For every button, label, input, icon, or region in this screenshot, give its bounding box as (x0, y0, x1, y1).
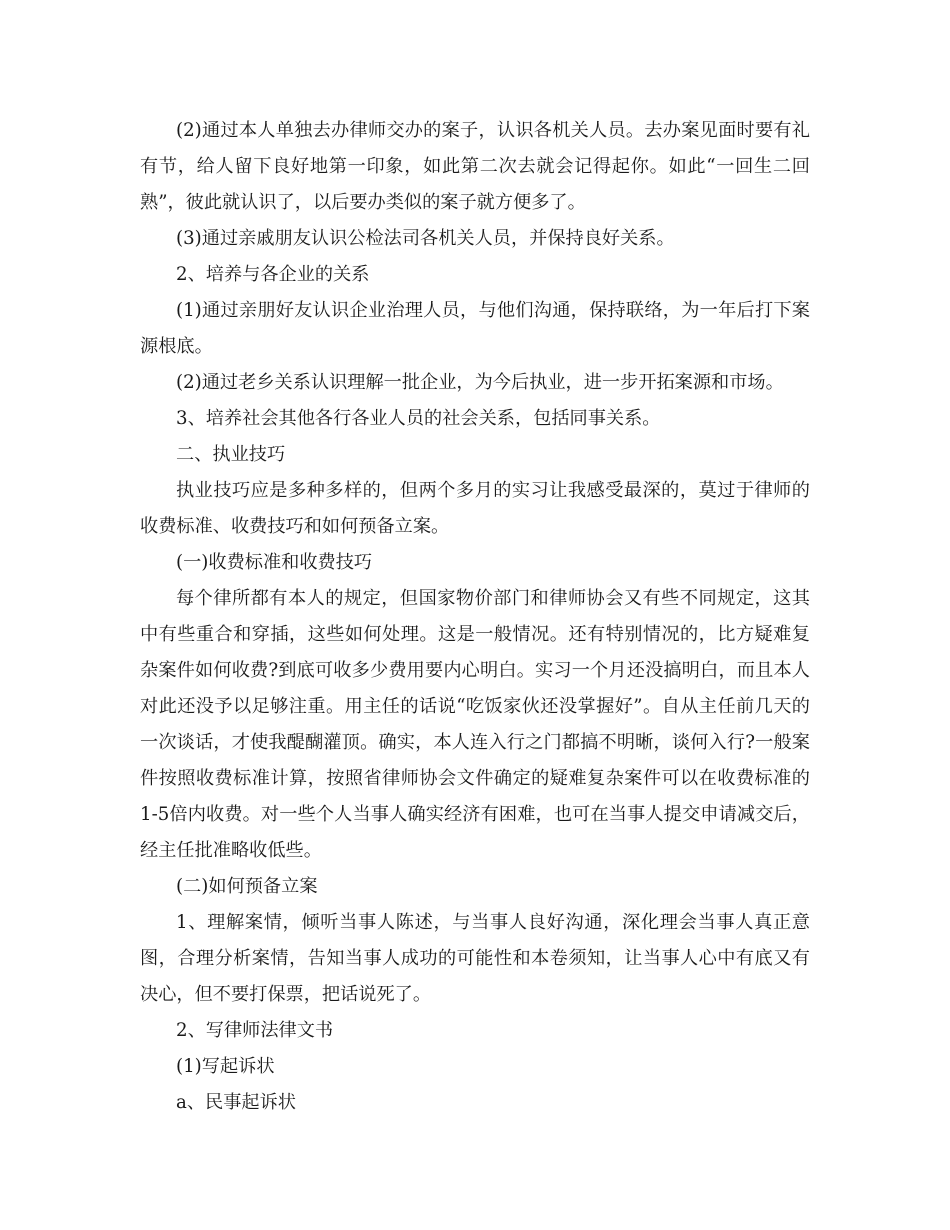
paragraph: 1、理解案情，倾听当事人陈述，与当事人良好沟通，深化理会当事人真正意图，合理分析案情，告知当事人成功的可能性和本卷须知，让当事人心中有底又有决心，但不要打保票，把话说死了。 (140, 912, 810, 1005)
subsection-heading: (一)收费标准和收费技巧 (176, 552, 373, 573)
paragraph: (3)通过亲戚朋友认识公检法司各机关人员，并保持良好关系。 (176, 228, 675, 249)
paragraph: a、民事起诉状 (176, 1092, 296, 1113)
paragraph: 每个律所都有本人的规定，但国家物价部门和律师协会又有些不同规定，这其中有些重合和穿插，这些如何处理。这是一般情况。还有特别情况的，比方疑难复杂案件如何收费?到底可收多少费用要内心明白。实习一个月还没搞明白，而且本人对此还没予以足够注重。用主任的话说“吃饭家伙还没掌握好”。自从主任前几天的一次谈话，才使我醍醐灌顶。确实，本人连入行之门都搞不明晰，谈何入行?一般案件按照收费标准计算，按照省律师协会文件确定的疑难复杂案件可以在收费标准的1-5倍内收费。对一些个人当事人确实经济有困难，也可在当事人提交申请减交后，经主任批准略收低些。 (140, 588, 810, 861)
paragraph: (1)通过亲朋好友认识企业治理人员，与他们沟通，保持联络，为一年后打下案源根底。 (140, 300, 810, 357)
paragraph: (2)通过老乡关系认识理解一批企业，为今后执业，进一步开拓案源和市场。 (176, 372, 784, 393)
section-heading: 2、写律师法律文书 (176, 1020, 334, 1041)
subsection-heading: (二)如何预备立案 (176, 876, 318, 897)
paragraph: 3、培养社会其他各行各业人员的社会关系，包括同事关系。 (176, 408, 661, 429)
section-heading: 2、培养与各企业的关系 (176, 264, 370, 285)
section-heading: 二、执业技巧 (176, 444, 286, 465)
paragraph: (1)写起诉状 (176, 1056, 275, 1077)
document-body (140, 113, 810, 1121)
paragraph: (2)通过本人单独去办律师交办的案子，认识各机关人员。去办案见面时要有礼有节，给人留下良好地第一印象，如此第二次去就会记得起你。如此“一回生二回熟”，彼此就认识了，以后要办类似的案子就方便多了。 (140, 120, 810, 213)
paragraph: 执业技巧应是多种多样的，但两个多月的实习让我感受最深的，莫过于律师的收费标准、收费技巧和如何预备立案。 (140, 480, 810, 537)
